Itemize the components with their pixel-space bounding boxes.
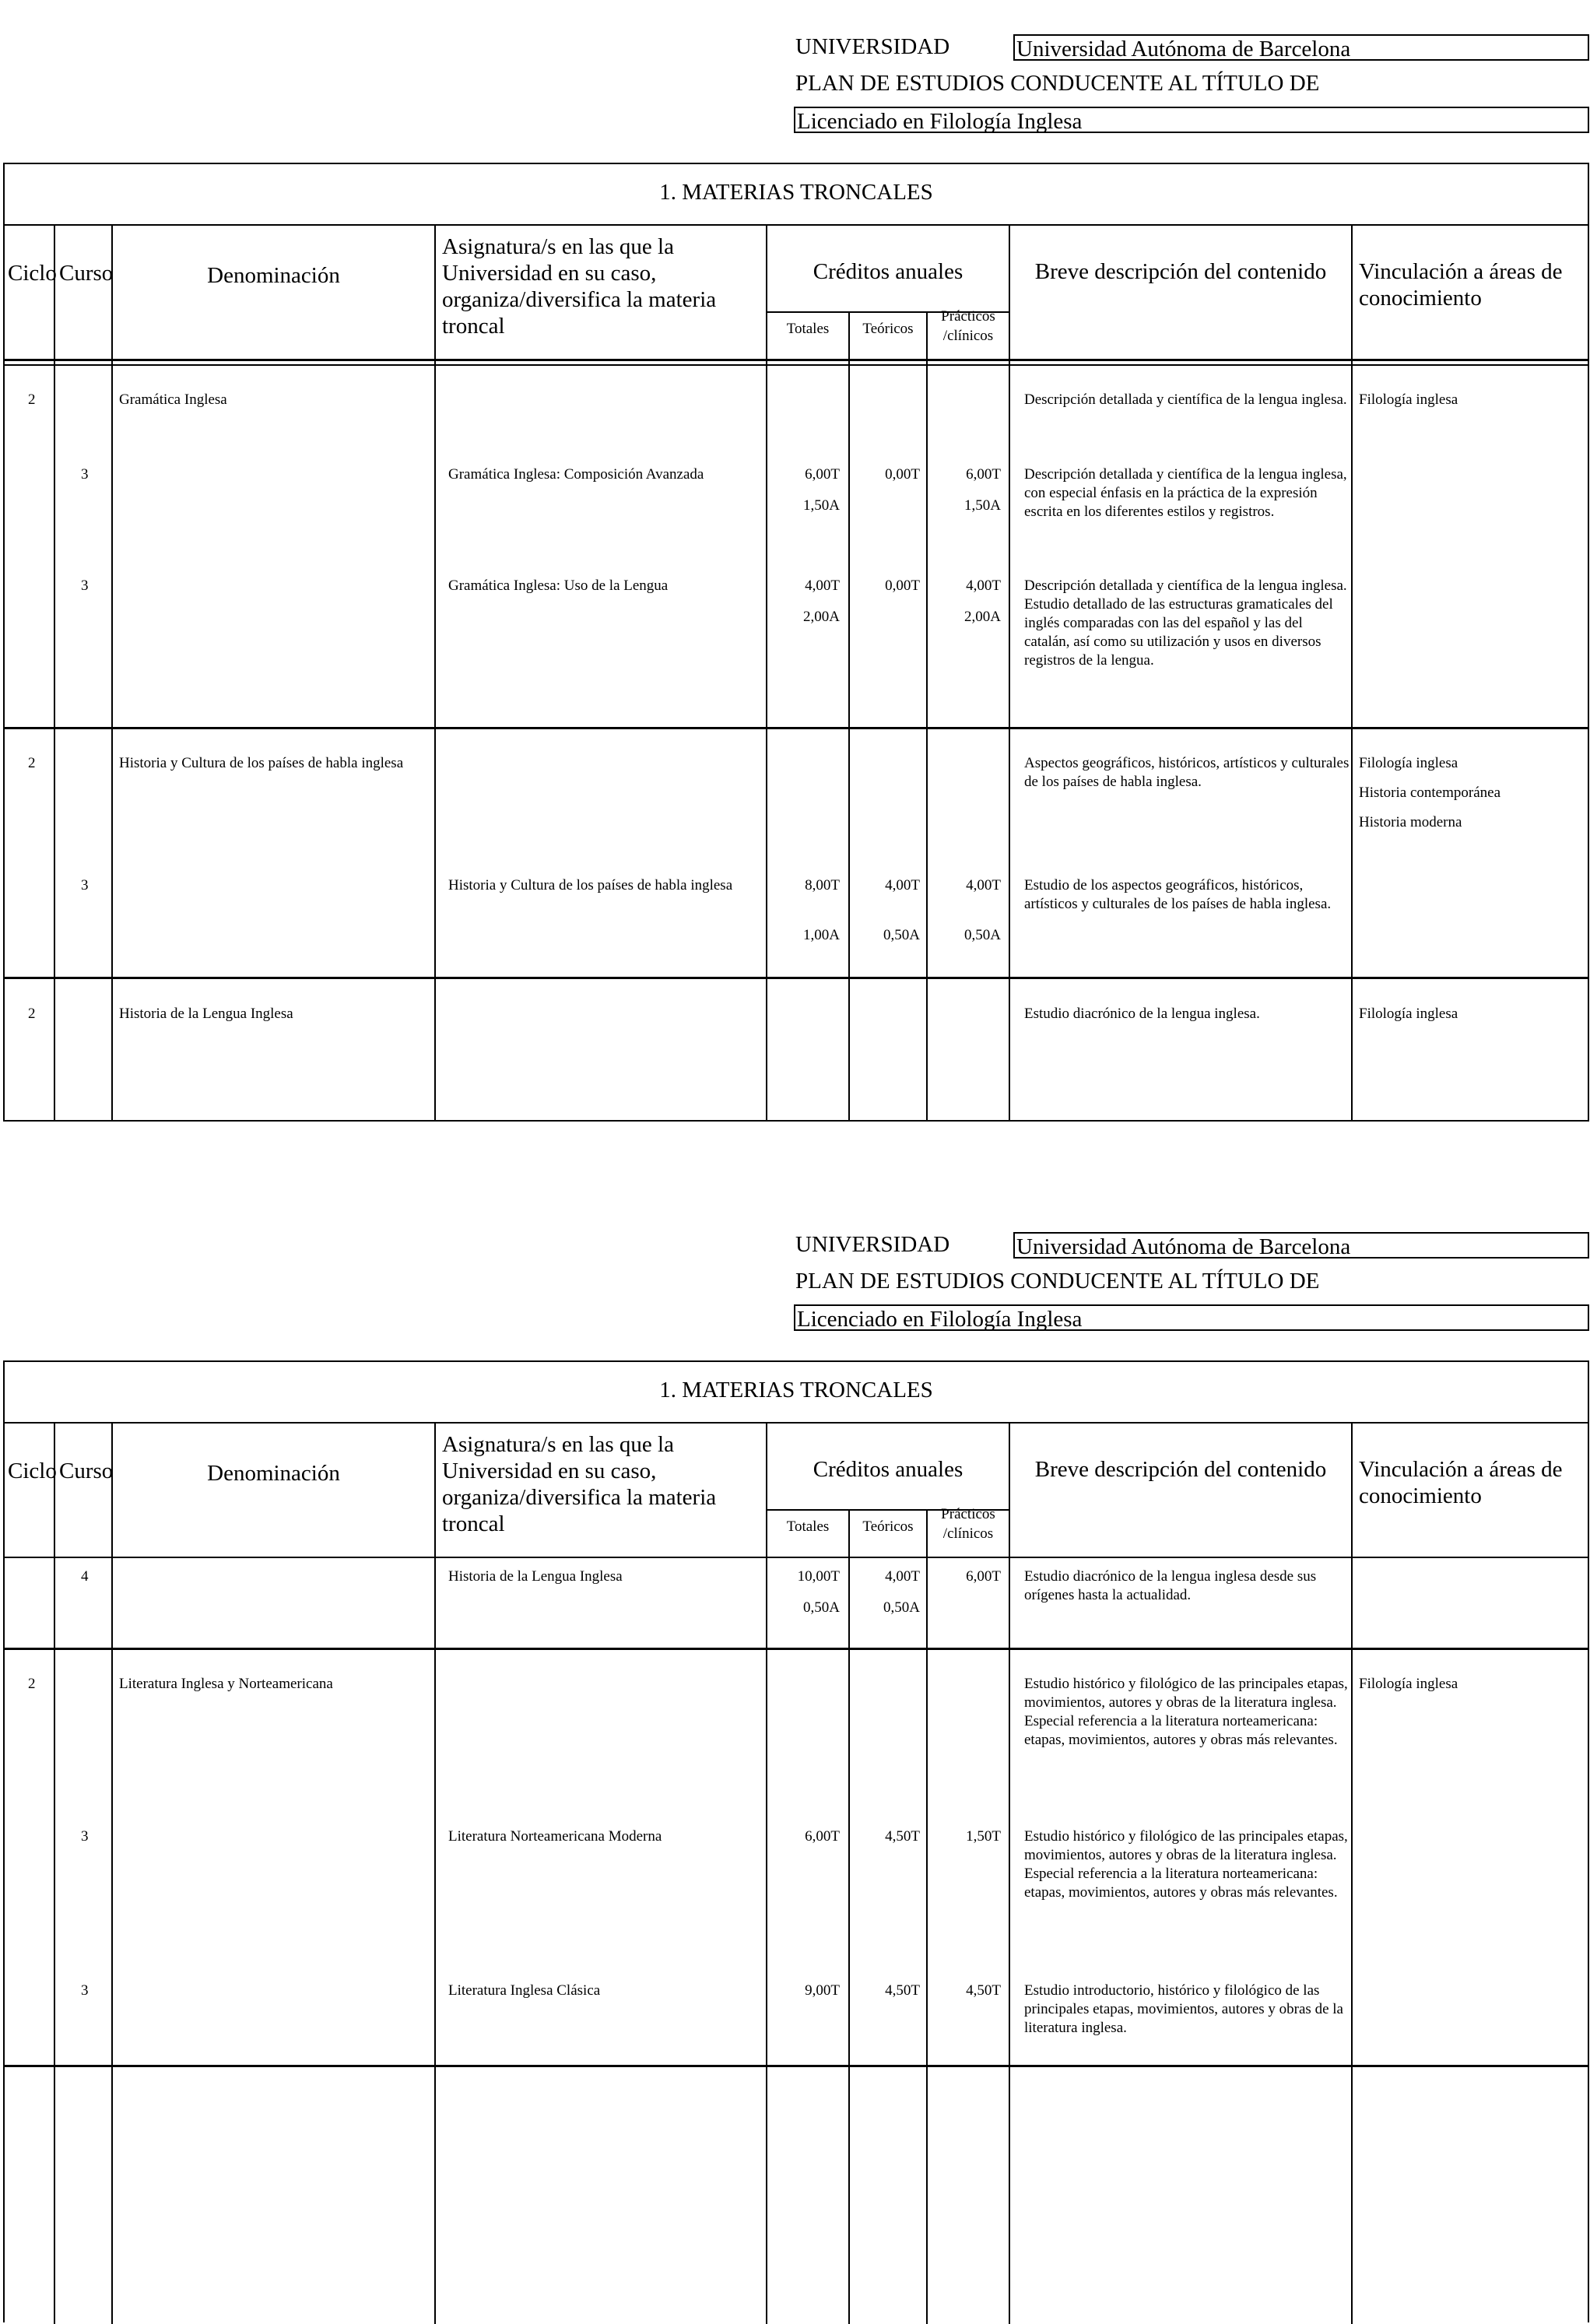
asignatura-descripcion: Estudio diacrónico de la lengua inglesa desde sus orígenes hasta la actualidad. (1024, 1568, 1317, 1603)
col-asignaturas: Asignatura/s en las que la Universidad en su caso, organiza/diversifica la materia troncal (442, 234, 717, 339)
page-2 (0, 1199, 1590, 2322)
titulo-value: Licenciado en Filología Inglesa (794, 1304, 1589, 1331)
col-vinculacion: Vinculación a áreas de conocimiento (1359, 1457, 1563, 1508)
creditos-totales: 8,00T 1,00A (803, 877, 840, 943)
curso-value: 3 (81, 466, 89, 483)
titulo-value: Licenciado en Filología Inglesa (794, 107, 1589, 133)
page-1 (0, 0, 1590, 1136)
universidad-value: Universidad Autónoma de Barcelona (1013, 1232, 1589, 1259)
col-creditos: Créditos anuales (813, 1457, 963, 1482)
materia-denominacion: Literatura Inglesa y Norteamericana (119, 1676, 333, 1692)
col-asignaturas: Asignatura/s en las que la Universidad en su caso, organiza/diversifica la materia troncal (442, 1432, 717, 1536)
asignatura-nombre: Literatura Norteamericana Moderna (448, 1828, 662, 1845)
creditos-practicos: 4,50T (966, 1982, 1001, 1999)
universidad-label: UNIVERSIDAD (795, 34, 950, 59)
creditos-teoricos: 4,00T 0,50A (883, 1568, 920, 1616)
asignatura-nombre: Historia y Cultura de los países de habla inglesa (448, 877, 733, 893)
col-descripcion: Breve descripción del contenido (1034, 1457, 1327, 1482)
asignatura-descripcion: Estudio histórico y filológico de las principales etapas, movimientos, autores y obras de la literatura inglesa. Especial referencia a la literatura norteamericana: etapas, movimientos, autores y obras más relevantes. (1024, 1828, 1348, 1901)
materia-denominacion: Gramática Inglesa (119, 391, 227, 408)
creditos-teoricos: 4,50T (885, 1828, 920, 1845)
creditos-totales: 9,00T (805, 1982, 840, 1999)
col-curso: Curso (59, 1459, 114, 1483)
section-title: 1. MATERIAS TRONCALES (659, 1378, 933, 1402)
asignatura-nombre: Gramática Inglesa: Uso de la Lengua (448, 577, 669, 594)
col-practicos: Prácticos /clínicos (941, 308, 995, 344)
col-denominacion: Denominación (207, 263, 340, 288)
curso-value: 4 (81, 1568, 89, 1585)
creditos-teoricos: 4,00T 0,50A (883, 877, 920, 943)
col-teoricos: Teóricos (862, 321, 914, 337)
col-descripcion: Breve descripción del contenido (1034, 259, 1327, 284)
col-ciclo: Ciclo (8, 261, 57, 286)
creditos-totales: 10,00T 0,50A (797, 1568, 840, 1616)
materia-descripcion: Estudio diacrónico de la lengua inglesa. (1024, 1006, 1260, 1022)
col-curso: Curso (59, 261, 114, 286)
asignatura-nombre: Gramática Inglesa: Composición Avanzada (448, 466, 704, 483)
creditos-teoricos: 0,00T (885, 577, 920, 594)
asignatura-descripcion: Estudio de los aspectos geográficos, históricos, artísticos y culturales de los países de habla inglesa. (1024, 877, 1332, 912)
creditos-practicos: 1,50T (966, 1828, 1001, 1845)
materia-descripcion: Estudio histórico y filológico de las principales etapas, movimientos, autores y obras de la literatura inglesa. Especial referencia a la literatura norteamericana: etapas, movimientos, autores y obras más relevantes. (1024, 1676, 1348, 1748)
curso-value: 3 (81, 1982, 89, 1999)
troncales-table (3, 1360, 1589, 2322)
area-conocimiento: Filología inglesa (1359, 1006, 1458, 1022)
ciclo-value: 2 (28, 755, 36, 771)
creditos-totales: 4,00T 2,00A (803, 577, 840, 625)
ciclo-value: 2 (28, 391, 36, 408)
creditos-practicos: 4,00T 2,00A (964, 577, 1001, 625)
col-totales: Totales (786, 1518, 830, 1535)
creditos-practicos: 6,00T 1,50A (964, 466, 1001, 514)
plan-label: PLAN DE ESTUDIOS CONDUCENTE AL TÍTULO DE (795, 1269, 1320, 1294)
universidad-value: Universidad Autónoma de Barcelona (1013, 34, 1589, 61)
curso-value: 3 (81, 877, 89, 893)
asignatura-descripcion: Descripción detallada y científica de la lengua inglesa, con especial énfasis en la práctica de la expresión escrita en los diferentes estilos y registros. (1024, 466, 1347, 520)
col-denominacion: Denominación (207, 1461, 340, 1486)
asignatura-descripcion: Descripción detallada y científica de la lengua inglesa. Estudio detallado de las estructuras gramaticales del inglés comparadas con las del español y las del catalán, así como su utilización y usos en diversos registros de la lengua. (1024, 577, 1347, 669)
section-title: 1. MATERIAS TRONCALES (659, 180, 933, 205)
troncales-table (3, 163, 1589, 1122)
col-practicos: Prácticos /clínicos (941, 1506, 995, 1542)
asignatura-descripcion: Estudio introductorio, histórico y filológico de las principales etapas, movimientos, autores y obras de la literatura inglesa. (1024, 1982, 1343, 2036)
plan-label: PLAN DE ESTUDIOS CONDUCENTE AL TÍTULO DE (795, 71, 1320, 96)
materia-denominacion: Historia de la Lengua Inglesa (119, 1006, 293, 1022)
creditos-practicos: 6,00T (966, 1568, 1001, 1585)
col-teoricos: Teóricos (862, 1518, 914, 1535)
creditos-teoricos: 0,00T (885, 466, 920, 483)
curso-value: 3 (81, 1828, 89, 1845)
asignatura-nombre: Historia de la Lengua Inglesa (448, 1568, 623, 1585)
col-vinculacion: Vinculación a áreas de conocimiento (1359, 259, 1563, 311)
area-conocimiento: Filología inglesa (1359, 1676, 1458, 1692)
area-conocimiento: Filología inglesa (1359, 391, 1458, 408)
col-creditos: Créditos anuales (813, 259, 963, 284)
materia-descripcion: Descripción detallada y científica de la lengua inglesa. (1024, 391, 1347, 408)
col-ciclo: Ciclo (8, 1459, 57, 1483)
creditos-totales: 6,00T 1,50A (803, 466, 840, 514)
creditos-teoricos: 4,50T (885, 1982, 920, 1999)
materia-denominacion: Historia y Cultura de los países de habla inglesa (119, 755, 404, 771)
creditos-practicos: 4,00T 0,50A (964, 877, 1001, 943)
areas-conocimiento: Filología inglesa Historia contemporánea Historia moderna (1359, 755, 1501, 830)
ciclo-value: 2 (28, 1676, 36, 1692)
col-totales: Totales (786, 321, 830, 337)
creditos-totales: 6,00T (805, 1828, 840, 1845)
universidad-label: UNIVERSIDAD (795, 1232, 950, 1257)
asignatura-nombre: Literatura Inglesa Clásica (448, 1982, 601, 1999)
ciclo-value: 2 (28, 1006, 36, 1022)
materia-descripcion: Aspectos geográficos, históricos, artísticos y culturales de los países de habla inglesa. (1024, 755, 1350, 790)
curso-value: 3 (81, 577, 89, 594)
